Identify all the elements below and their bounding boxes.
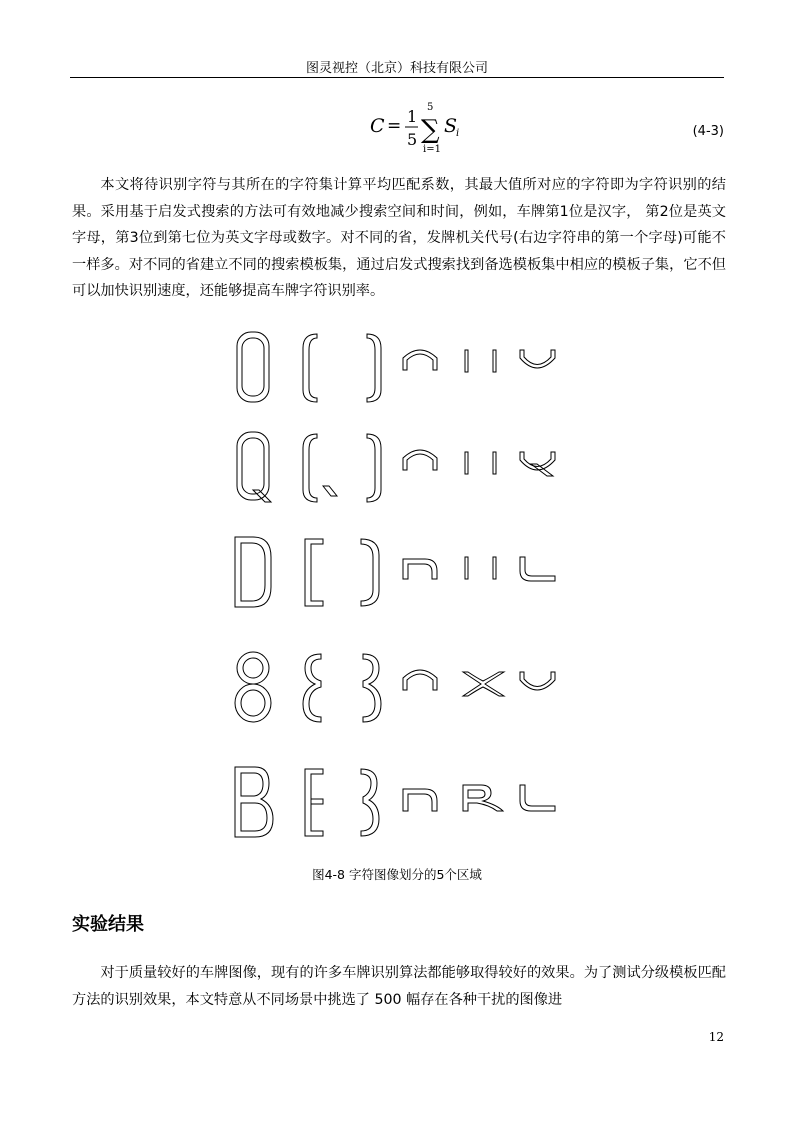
formula-4-3: [360, 98, 480, 158]
body-paragraph-1: 本文将待识别字符与其所在的字符集计算平均匹配系数，其最大值所对应的字符即为字符识别的结果。采用基于启发式搜索的方法可有效地减少搜索空间和时间，例如，车牌第1位是汉字， 第2位是英文字母，第3位到第七位为英文字母或数字。对不同的省，发牌机关代号(右边字符串的第一个字母)可能不一样多。对不同的省建立不同的搜索模板集，通过启发式搜索找到备选模板集中相应的模板子集，它不但可以加快识别速度，还能够提高车牌字符识别率。: [72, 177, 726, 299]
formula-lhs: C: [370, 115, 385, 137]
figure-caption: 图4-8 字符图像划分的5个区域: [312, 867, 482, 882]
page-header: 图灵视控（北京）科技有限公司: [305, 61, 488, 76]
formula-eq: =: [387, 116, 402, 136]
formula-sum-upper: 5: [427, 102, 434, 113]
figure-row-Q: [237, 432, 555, 502]
page-number: 12: [708, 1030, 724, 1044]
formula-frac-den: 5: [407, 130, 418, 149]
formula-term-sub: i: [456, 128, 460, 139]
formula-frac-num: 1: [407, 107, 418, 126]
formula-sum-lower: i=1: [423, 144, 441, 155]
figure-4-8: [225, 330, 570, 845]
figure-row-D: [235, 537, 555, 607]
figure-row-O: [237, 332, 555, 402]
formula-term: S: [444, 115, 458, 137]
figure-row-B: [235, 767, 555, 837]
body-paragraph-2: 对于质量较好的车牌图像，现有的许多车牌识别算法都能够取得较好的效果。为了测试分级模板匹配方法的识别效果，本文特意从不同场景中挑选了 500 幅存在各种干扰的图像进: [72, 965, 726, 1008]
section-title: 实验结果: [72, 914, 144, 935]
figure-row-8: [235, 652, 555, 722]
formula-sum-sign: ∑: [421, 115, 440, 145]
equation-number: (4-3): [692, 124, 724, 139]
header-rule: [70, 77, 724, 78]
